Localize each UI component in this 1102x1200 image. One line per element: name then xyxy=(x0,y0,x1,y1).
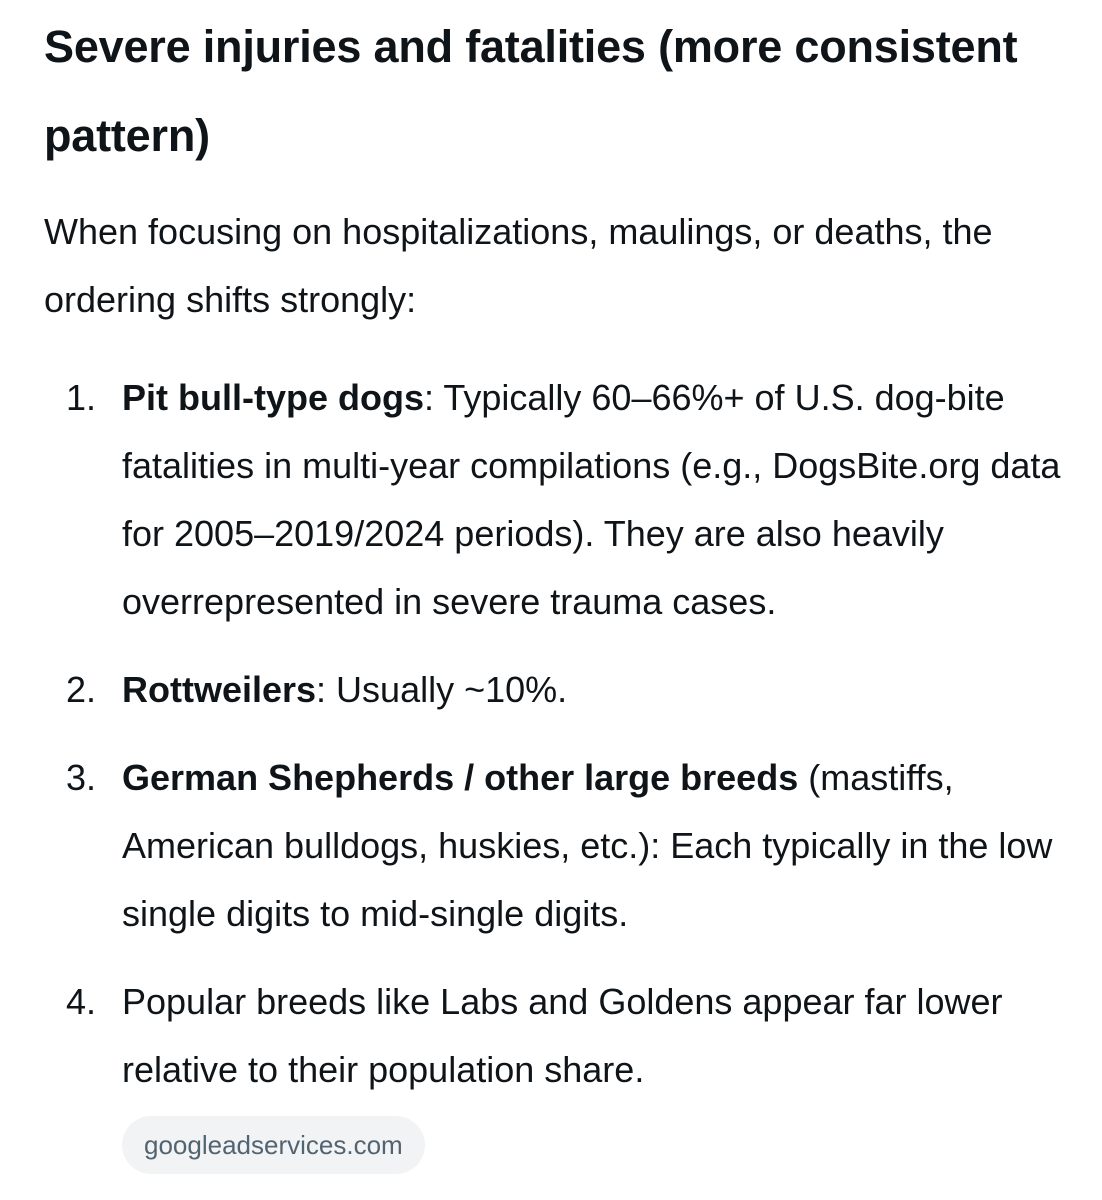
list-item-title: German Shepherds / other large breeds xyxy=(122,757,799,798)
list-item-title: Rottweilers xyxy=(122,669,317,710)
ranked-list xyxy=(44,364,1074,1104)
list-number: 1. xyxy=(66,377,97,418)
source-link-chip[interactable]: googleadservices.com xyxy=(122,1116,425,1174)
list-item-title: Pit bull-type dogs xyxy=(122,377,424,418)
list-item-text: (mastiffs, American bulldogs, huskies, etc.): Each typically in the low single digits to mid-single digits. xyxy=(122,757,1053,934)
list-item-text: : Typically 60–66%+ of U.S. dog-bite fatalities in multi-year compilations (e.g., DogsBite.org data for 2005–2019/2024 periods). They are also heavily overrepresented in severe trauma cases. xyxy=(122,377,1061,622)
list-item-text: : Usually ~10%. xyxy=(316,669,568,710)
list-item-rottweilers xyxy=(44,656,1074,724)
list-item-german-shepherds xyxy=(44,744,1074,948)
section-heading: Severe injuries and fatalities (more consistent pattern) xyxy=(44,21,1018,161)
list-item-popular-breeds xyxy=(44,968,1074,1104)
list-number: 4. xyxy=(66,981,97,1022)
intro-paragraph: When focusing on hospitalizations, maulings, or deaths, the ordering shifts strongly: xyxy=(44,211,993,320)
list-item-text: Popular breeds like Labs and Goldens appear far lower relative to their population share. xyxy=(122,981,1003,1090)
list-item-pit-bull xyxy=(44,364,1074,636)
list-number: 3. xyxy=(66,757,97,798)
response-content xyxy=(44,0,1074,1174)
list-number: 2. xyxy=(66,669,97,710)
